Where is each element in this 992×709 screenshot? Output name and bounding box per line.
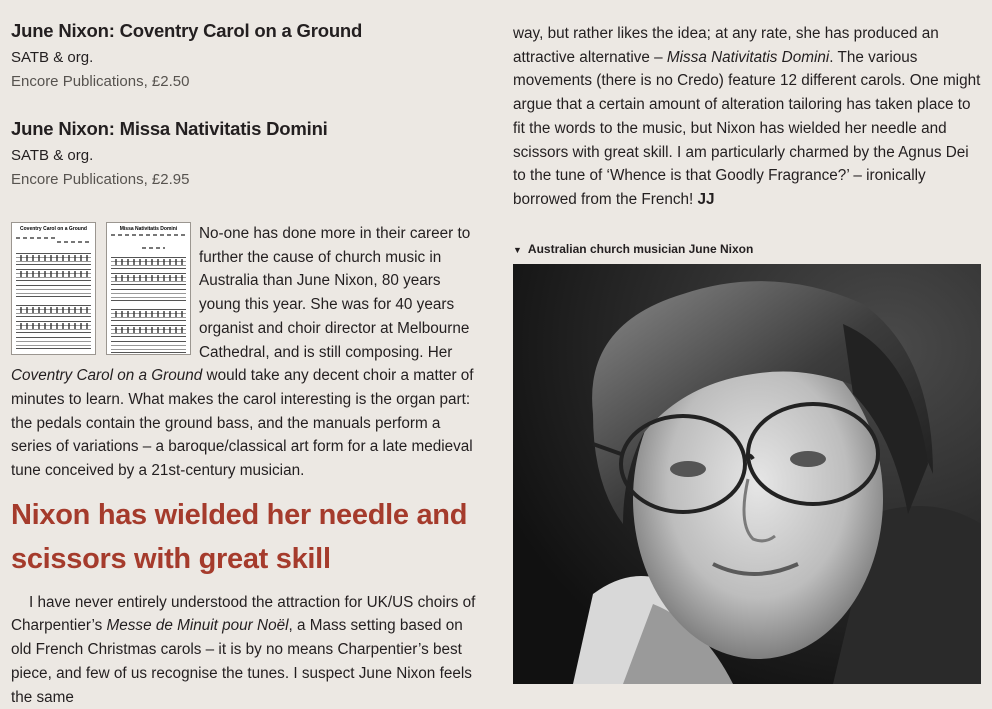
score-thumbnails xyxy=(11,222,191,355)
publisher-price: Encore Publications, £2.95 xyxy=(11,171,190,188)
pull-quote: Nixon has wielded her needle and scissors with great skill xyxy=(11,498,468,575)
text-run: , a Mass setting based on old French Christmas carols – it is by no means Charpentier’s best piece, and few of us recognise the tunes. I suspect June Nixon feels the same xyxy=(11,617,472,706)
caption-marker-icon: ▼ xyxy=(513,244,522,255)
caption-text: Australian church musician June Nixon xyxy=(527,241,754,256)
review-title: June Nixon: Missa Nativitatis Domini xyxy=(11,118,328,139)
thumbnail-title: Coventry Carol on a Ground xyxy=(20,226,87,232)
review-paragraph xyxy=(11,591,477,709)
score-thumbnail xyxy=(11,222,96,355)
right-column xyxy=(513,0,983,684)
author-initials: JJ xyxy=(697,190,715,208)
review-paragraph xyxy=(513,0,983,212)
review-header-1 xyxy=(11,16,477,94)
work-title: Coventry Carol on a Ground xyxy=(11,367,203,385)
review-title: June Nixon: Coventry Carol on a Ground xyxy=(11,20,363,41)
score-thumbnail xyxy=(106,222,191,355)
text-run: No-one has done more in their career to further the cause of church music in Australia than June Nixon, 80 years young this year. She was for 40 years organist and choir director at Melbourne Cathedral, and is still composing. Her xyxy=(199,225,471,361)
review-header-2 xyxy=(11,114,477,192)
scoring: SATB & org. xyxy=(11,147,94,164)
portrait-photo xyxy=(513,264,981,684)
text-run: I have never entirely understood the attraction for UK/US choirs of Charpentier’s xyxy=(11,593,476,635)
text-run: way, but rather likes the idea; at any rate, she has produced an attractive alternative – xyxy=(513,25,939,66)
scoring: SATB & org. xyxy=(11,49,94,66)
review-body xyxy=(11,222,477,709)
work-title: Messe de Minuit pour Noël xyxy=(106,617,289,635)
text-run: would take any decent choir a matter of minutes to learn. What makes the carol interesting is the organ part: the pedals contain the ground bass, and the manuals perform a series of variations – a baroque/classical art form for a late medieval tune conceived by a 21st-century musician. xyxy=(11,367,474,480)
publisher-price: Encore Publications, £2.50 xyxy=(11,73,190,90)
photo-caption xyxy=(513,241,983,258)
thumbnail-title: Missa Nativitatis Domini xyxy=(119,226,178,232)
left-column xyxy=(11,16,477,709)
text-run: . The various movements (there is no Credo) feature 12 different carols. One might argue that a certain amount of alteration tailoring has taken place to fit the words to the music, but Nixon has wielded her needle and scissors with great skill. I am particularly charmed by the Agnus Dei to the tune of ‘Whence is that Goodly Fragrance?’ – ironically borrowed from the French! xyxy=(513,48,981,208)
work-title: Missa Nativitatis Domini xyxy=(666,48,830,66)
